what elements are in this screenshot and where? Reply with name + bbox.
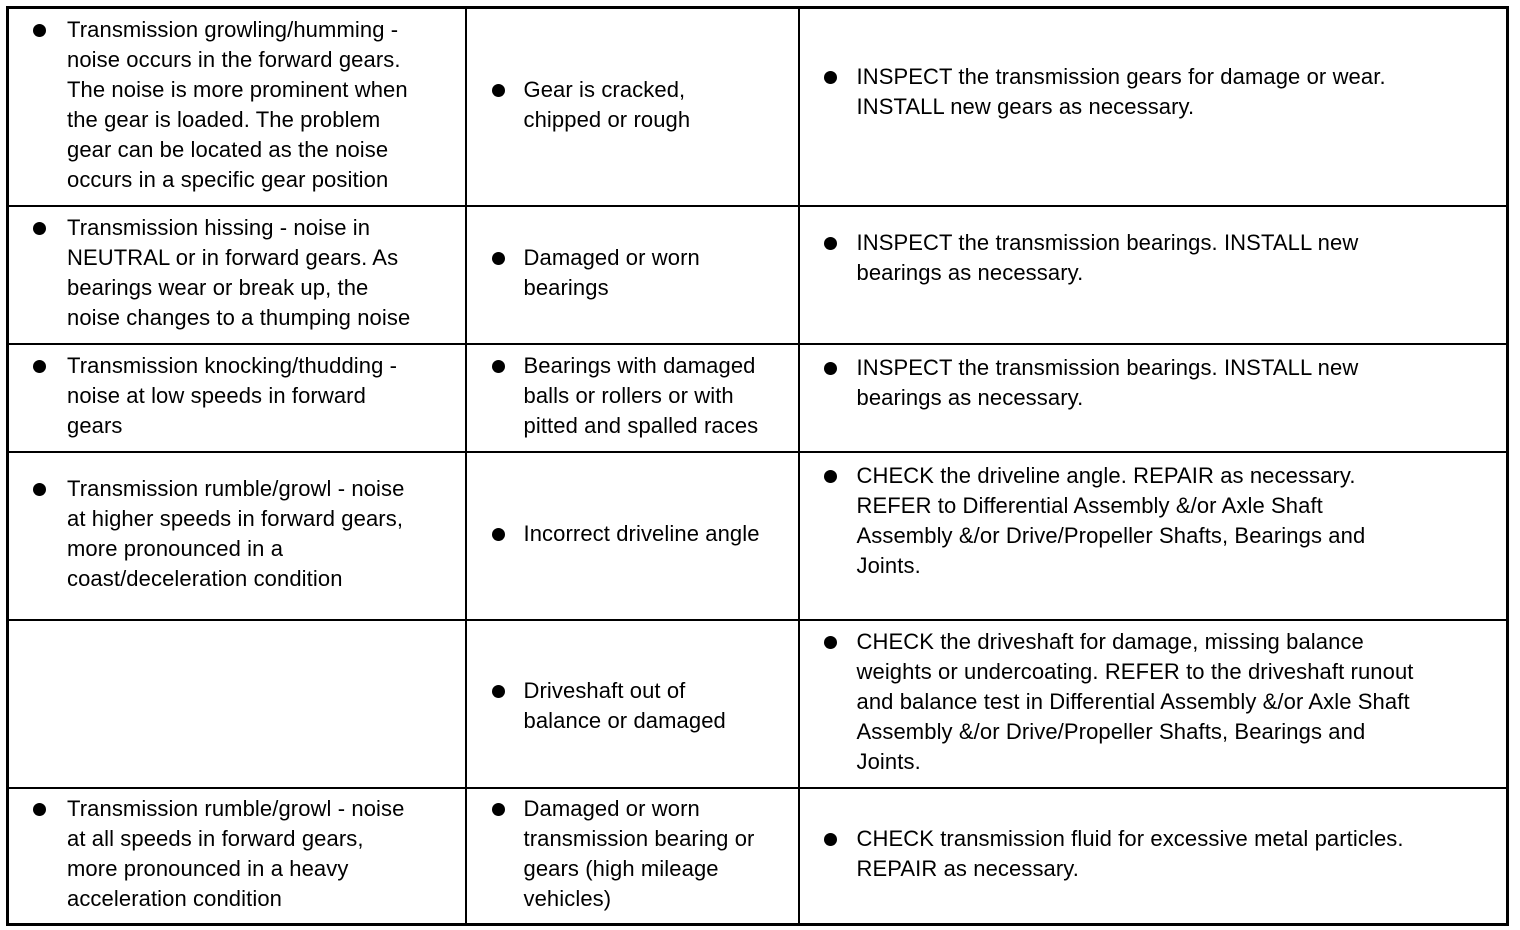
cause-bullet: Damaged or worn bearings <box>467 243 798 303</box>
bullet-dot-icon <box>492 252 505 265</box>
table-row <box>8 620 1508 788</box>
condition-bullet: Transmission hissing - noise in NEUTRAL or in forward gears. As bearings wear or break up, the noise changes to a thumping noise <box>9 213 465 333</box>
bullet-dot-icon <box>33 483 46 496</box>
bullet-dot-icon <box>33 360 46 373</box>
cause-cell <box>466 344 799 452</box>
bullet-dot-icon <box>492 84 505 97</box>
table-row <box>8 206 1508 344</box>
cause-cell <box>466 620 799 788</box>
condition-bullet: Transmission rumble/growl - noise at higher speeds in forward gears, more pronounced in a coast/deceleration condition <box>9 474 465 594</box>
cause-cell <box>466 788 799 925</box>
bullet-dot-icon <box>824 833 837 846</box>
cause-bullet: Gear is cracked, chipped or rough <box>467 75 798 135</box>
table-row <box>8 8 1508 206</box>
bullet-dot-icon <box>492 803 505 816</box>
bullet-dot-icon <box>492 528 505 541</box>
action-bullet: CHECK transmission fluid for excessive metal particles. REPAIR as necessary. <box>800 824 1507 884</box>
bullet-dot-icon <box>33 222 46 235</box>
diagnosis-table <box>6 6 1509 926</box>
condition-bullet: Transmission rumble/growl - noise at all speeds in forward gears, more pronounced in a heavy acceleration condition <box>9 794 465 914</box>
condition-cell <box>8 8 466 206</box>
cause-bullet: Bearings with damaged balls or rollers or with pitted and spalled races <box>467 351 798 441</box>
action-cell <box>799 452 1508 620</box>
bullet-dot-icon <box>824 362 837 375</box>
condition-bullet: Transmission knocking/thudding - noise at low speeds in forward gears <box>9 351 465 441</box>
condition-cell <box>8 452 466 620</box>
action-cell <box>799 620 1508 788</box>
cause-cell <box>466 206 799 344</box>
cause-cell <box>466 452 799 620</box>
bullet-dot-icon <box>824 636 837 649</box>
condition-cell-empty <box>8 620 466 788</box>
bullet-dot-icon <box>824 71 837 84</box>
condition-cell <box>8 206 466 344</box>
action-cell <box>799 788 1508 925</box>
cause-bullet: Damaged or worn transmission bearing or gears (high mileage vehicles) <box>467 794 798 914</box>
table-row <box>8 344 1508 452</box>
cause-bullet: Driveshaft out of balance or damaged <box>467 676 798 736</box>
action-cell <box>799 206 1508 344</box>
bullet-dot-icon <box>33 803 46 816</box>
action-bullet: INSPECT the transmission bearings. INSTALL new bearings as necessary. <box>800 228 1507 288</box>
action-bullet: INSPECT the transmission bearings. INSTALL new bearings as necessary. <box>800 353 1507 413</box>
condition-bullet: Transmission growling/humming - noise occurs in the forward gears. The noise is more prominent when the gear is loaded. The problem gear can be located as the noise occurs in a specific gear position <box>9 15 465 195</box>
table-row <box>8 788 1508 925</box>
action-bullet: CHECK the driveshaft for damage, missing balance weights or undercoating. REFER to the driveshaft runout and balance test in Differential Assembly &/or Axle Shaft Assembly &/or Drive/Propeller Shafts, Bearings and Joints. <box>800 627 1507 777</box>
bullet-dot-icon <box>492 685 505 698</box>
action-bullet: CHECK the driveline angle. REPAIR as necessary. REFER to Differential Assembly &/or Axle Shaft Assembly &/or Drive/Propeller Shafts, Bearings and Joints. <box>800 461 1507 581</box>
action-cell <box>799 344 1508 452</box>
condition-cell <box>8 788 466 925</box>
bullet-dot-icon <box>492 360 505 373</box>
table-row <box>8 452 1508 620</box>
action-bullet: INSPECT the transmission gears for damage or wear. INSTALL new gears as necessary. <box>800 62 1507 122</box>
condition-cell <box>8 344 466 452</box>
bullet-dot-icon <box>824 470 837 483</box>
bullet-dot-icon <box>33 24 46 37</box>
bullet-dot-icon <box>824 237 837 250</box>
cause-bullet: Incorrect driveline angle <box>467 519 798 549</box>
cause-cell <box>466 8 799 206</box>
action-cell <box>799 8 1508 206</box>
